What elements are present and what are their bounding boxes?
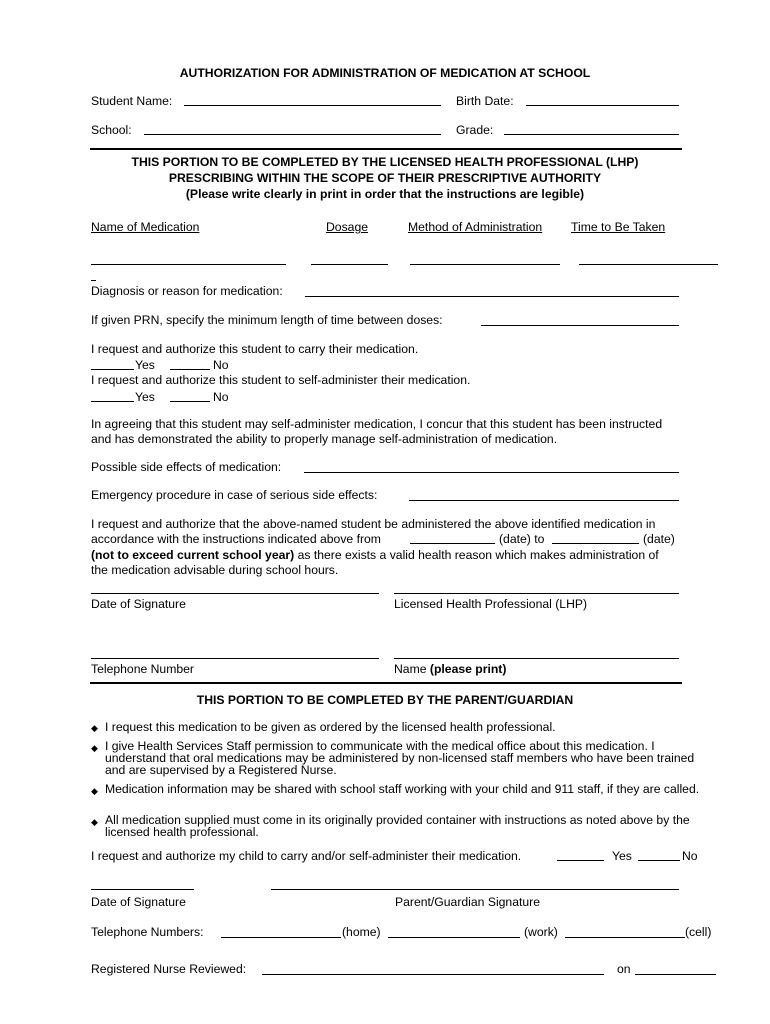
stray-underline xyxy=(91,280,96,281)
parent-carry-no-field[interactable] xyxy=(638,860,680,861)
self-admin-no-field[interactable] xyxy=(170,401,210,402)
carry-no-field[interactable] xyxy=(170,369,210,370)
emergency-procedure-label: Emergency procedure in case of serious side effects: xyxy=(91,488,378,502)
method-field[interactable] xyxy=(410,264,560,265)
bullet-icon: ◆ xyxy=(91,817,98,827)
student-name-label: Student Name: xyxy=(91,94,173,108)
parent-carry-yes-field[interactable] xyxy=(557,860,604,861)
lhp-signature-label: Licensed Health Professional (LHP) xyxy=(394,597,588,611)
lhp-signature-field[interactable] xyxy=(394,593,679,594)
work-phone-field[interactable] xyxy=(388,937,520,938)
parent-bullet-1: I request this medication to be given as ordered by the licensed health professional. xyxy=(105,720,556,734)
parent-date-of-signature-label: Date of Signature xyxy=(91,895,186,909)
parent-signature-label: Parent/Guardian Signature xyxy=(395,895,540,909)
authorization-text-line-2b: (date) to xyxy=(499,532,545,546)
side-effects-field[interactable] xyxy=(304,472,679,473)
birth-date-field[interactable] xyxy=(526,105,679,106)
student-name-field[interactable] xyxy=(184,105,441,106)
lhp-date-of-signature-label: Date of Signature xyxy=(91,597,186,611)
self-administer-label: I request and authorize this student to self-administer their medication. xyxy=(91,373,471,387)
form-title: AUTHORIZATION FOR ADMINISTRATION OF MEDICATION AT SCHOOL xyxy=(179,66,591,80)
side-effects-label: Possible side effects of medication: xyxy=(91,460,282,474)
cell-phone-field[interactable] xyxy=(565,937,685,938)
grade-label: Grade: xyxy=(456,123,494,137)
lhp-heading: THIS PORTION TO BE COMPLETED BY THE LICENSED HEALTH PROFESSIONAL (LHP) xyxy=(131,155,639,169)
parent-bullet-2: I give Health Services Staff permission to communicate with the medical office about this medication. I understand that oral medications may be administered by non-licensed staff members who have been trained and are supervised by a Registered Nurse. xyxy=(105,739,695,777)
column-method-of-administration: Method of Administration xyxy=(408,220,543,234)
start-date-field[interactable] xyxy=(410,543,495,544)
authorization-text-line-2a: accordance with the instructions indicated above from xyxy=(91,532,381,546)
lhp-name-field[interactable] xyxy=(394,658,679,659)
authorization-text-line-2c: (date) xyxy=(643,532,675,546)
diagnosis-field[interactable] xyxy=(305,296,679,297)
work-phone-label: (work) xyxy=(524,925,558,939)
dosage-field[interactable] xyxy=(311,264,388,265)
emergency-procedure-field[interactable] xyxy=(409,500,679,501)
authorization-text-line-4: the medication advisable during school hours. xyxy=(91,563,339,577)
time-field[interactable] xyxy=(579,264,718,265)
parent-carry-no-label: No xyxy=(682,849,698,863)
prn-field[interactable] xyxy=(481,325,679,326)
self-admin-yes-field[interactable] xyxy=(91,401,134,402)
lhp-date-of-signature-field[interactable] xyxy=(91,593,379,594)
telephone-numbers-label: Telephone Numbers: xyxy=(91,925,204,939)
parent-date-of-signature-field[interactable] xyxy=(91,889,194,890)
bullet-icon: ◆ xyxy=(91,723,98,733)
nurse-reviewed-label: Registered Nurse Reviewed: xyxy=(91,962,247,976)
school-field[interactable] xyxy=(144,134,441,135)
end-date-field[interactable] xyxy=(552,543,639,544)
bullet-icon: ◆ xyxy=(91,743,98,753)
concur-text-line-1: In agreeing that this student may self-administer medication, I concur that this student has been instructed xyxy=(91,417,663,431)
carry-no-label: No xyxy=(213,358,229,372)
parent-bullet-3: Medication information may be shared with school staff working with your child and 911 staff, if they are called. xyxy=(105,782,700,796)
home-phone-field[interactable] xyxy=(221,937,341,938)
lhp-telephone-field[interactable] xyxy=(91,658,379,659)
home-phone-label: (home) xyxy=(342,925,381,939)
nurse-reviewed-date-field[interactable] xyxy=(635,974,716,975)
lhp-name-print-note: (please print) xyxy=(429,662,507,676)
section-divider xyxy=(90,148,682,150)
parent-heading: THIS PORTION TO BE COMPLETED BY THE PARENT/GUARDIAN xyxy=(196,693,574,707)
lhp-telephone-label: Telephone Number xyxy=(91,662,194,676)
diagnosis-label: Diagnosis or reason for medication: xyxy=(91,284,283,298)
self-admin-yes-label: Yes xyxy=(135,390,155,404)
birth-date-label: Birth Date: xyxy=(456,94,514,108)
column-time-to-be-taken: Time to Be Taken xyxy=(571,220,666,234)
carry-yes-field[interactable] xyxy=(91,369,134,370)
parent-bullet-4: All medication supplied must come in its originally provided container with instructions as noted above by the licensed health professional. xyxy=(105,813,690,839)
authorization-text-line-1: I request and authorize that the above-named student be administered the above identified medication in xyxy=(91,517,656,531)
parent-carry-request-label: I request and authorize my child to carry and/or self-administer their medication. xyxy=(91,849,522,863)
carry-yes-label: Yes xyxy=(135,358,155,372)
school-label: School: xyxy=(91,123,132,137)
prn-label: If given PRN, specify the minimum length of time between doses: xyxy=(91,313,443,327)
parent-signature-field[interactable] xyxy=(271,889,679,890)
section-divider-parent xyxy=(90,682,682,684)
lhp-subheading: PRESCRIBING WITHIN THE SCOPE OF THEIR PRESCRIPTIVE AUTHORITY xyxy=(168,171,602,185)
bullet-icon: ◆ xyxy=(91,786,98,796)
column-dosage: Dosage xyxy=(326,220,369,234)
carry-authorization-label: I request and authorize this student to carry their medication. xyxy=(91,342,419,356)
self-admin-no-label: No xyxy=(213,390,229,404)
concur-text-line-2: and has demonstrated the ability to properly manage self-administration of medication. xyxy=(91,432,558,446)
medication-name-field[interactable] xyxy=(91,264,286,265)
nurse-reviewed-field[interactable] xyxy=(262,974,604,975)
lhp-instruction: (Please write clearly in print in order that the instructions are legible) xyxy=(185,187,585,201)
grade-field[interactable] xyxy=(504,134,679,135)
column-name-of-medication: Name of Medication xyxy=(91,220,200,234)
authorization-text-line-3: as there exists a valid health reason which makes administration of xyxy=(297,548,659,562)
nurse-reviewed-on-label: on xyxy=(617,962,631,976)
parent-carry-yes-label: Yes xyxy=(612,849,632,863)
cell-phone-label: (cell) xyxy=(685,925,712,939)
school-year-limit: (not to exceed current school year) xyxy=(91,548,295,562)
lhp-name-label: Name xyxy=(394,662,427,676)
